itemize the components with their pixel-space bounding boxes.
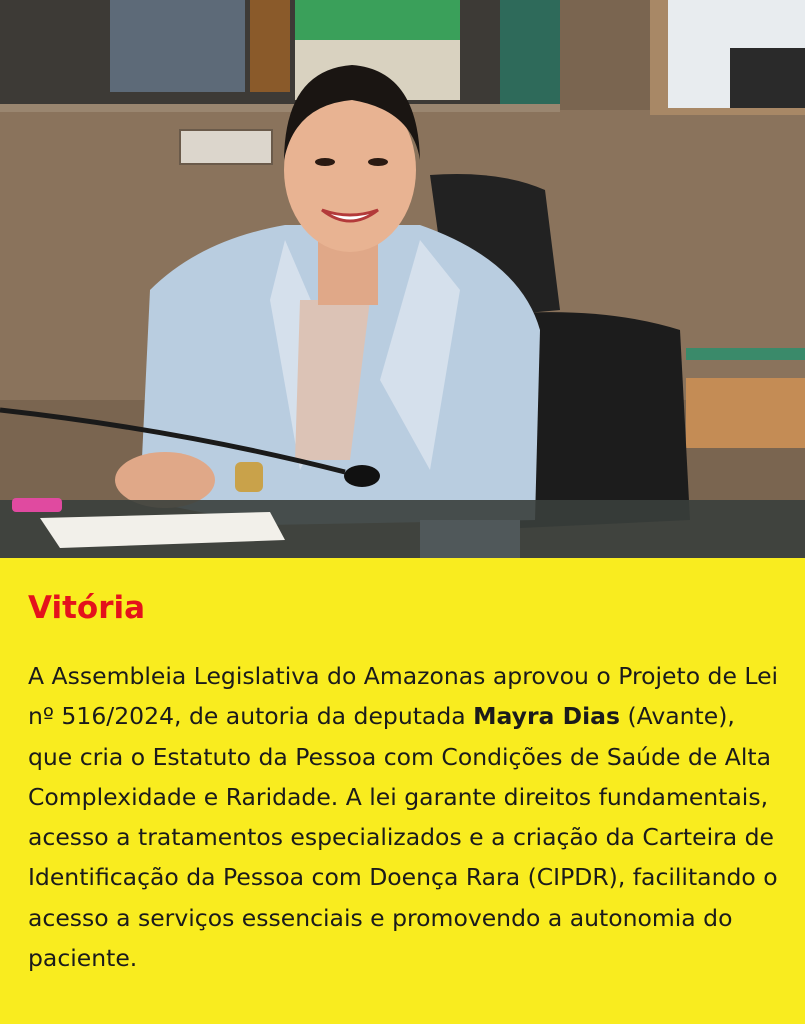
- headline: Vitória: [28, 590, 146, 626]
- deputy-name: Mayra Dias: [473, 702, 620, 731]
- article-text-intro: A Assembleia Legislativa do Amazonas aprovou o Projeto de Lei nº 516/2024, de autoria da deputada: [28, 662, 779, 731]
- article-text-rest: (Avante), que cria o Estatuto da Pessoa com Condições de Saúde de Alta Complexidade e Raridade. A lei garante direitos fundamentais, acesso a tratamentos especializados e a criação da Carteira de Identificação da Pessoa com Doença Rara (CIPDR), facilitando o acesso a serviços essenciais e promovendo a autonomia do paciente.: [28, 702, 778, 973]
- article-text: [28, 656, 780, 978]
- caption-panel: [0, 558, 805, 1024]
